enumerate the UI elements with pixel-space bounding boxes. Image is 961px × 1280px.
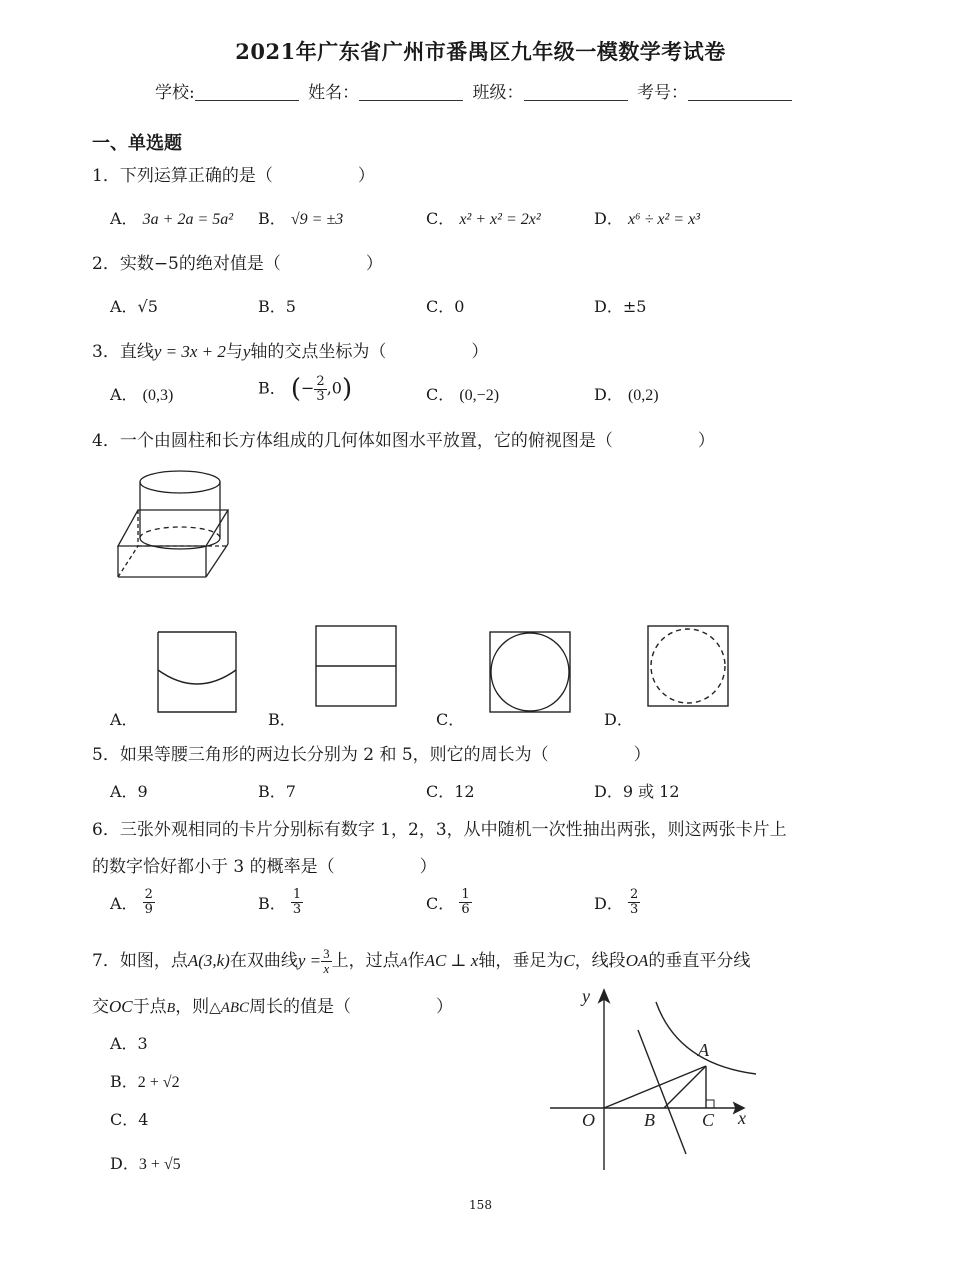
- q4-figure-b[interactable]: [314, 624, 398, 710]
- q4-figure-c[interactable]: [488, 630, 572, 714]
- fig-label-o: O: [582, 1110, 595, 1130]
- cylinder-cuboid-figure: [104, 462, 244, 586]
- q4-label-c: C．: [436, 710, 465, 729]
- q6-option-b[interactable]: B． $\frac{1}{3}$: [258, 887, 302, 917]
- q1-option-c[interactable]: C． x² + x² = 2x²: [426, 209, 541, 228]
- question-7-line-1: 7．如图，点A(3,k)在双曲线y = $\frac{3}{x}$ 上，过点A作AC ⊥ x轴，垂足为C，线段OA的垂直平分线: [92, 946, 751, 976]
- q4-label-d: D．: [604, 710, 633, 729]
- question-2-stem: 2．实数−5的绝对值是（ ）: [92, 254, 383, 274]
- q6-option-c[interactable]: C． $\frac{1}{6}$: [426, 887, 470, 917]
- q3-option-b[interactable]: B． (− $\frac{2}{3}$ ,0): [258, 373, 353, 404]
- school-blank[interactable]: [195, 82, 299, 101]
- page-number: 158: [469, 1198, 492, 1212]
- class-blank[interactable]: [524, 82, 628, 101]
- q4-figure-a[interactable]: [156, 628, 238, 714]
- school-label: 学校:: [155, 83, 195, 103]
- fig-label-c: C: [702, 1110, 715, 1130]
- q6-option-a[interactable]: A． $\frac{2}{9}$: [110, 887, 153, 917]
- hyperbola-figure: [540, 978, 780, 1174]
- q7-option-c[interactable]: C．4: [110, 1110, 149, 1129]
- name-blank[interactable]: [359, 82, 463, 101]
- fig-label-y: y: [582, 986, 590, 1006]
- q2-option-a[interactable]: A．√5: [110, 297, 158, 316]
- q1-option-d[interactable]: D． x⁶ ÷ x² = x³: [594, 209, 700, 228]
- page-title: 2021年广东省广州市番禺区九年级一模数学考试卷: [235, 39, 726, 64]
- q2-option-b[interactable]: B．5: [258, 297, 296, 316]
- section-heading: 一、单选题: [92, 133, 182, 154]
- fig-label-b: B: [644, 1110, 655, 1130]
- question-7-line-2: 交OC于点B，则△ABC周长的值是（ ）: [92, 997, 454, 1017]
- number-blank[interactable]: [688, 82, 792, 101]
- class-label: 班级：: [472, 83, 524, 103]
- q5-option-b[interactable]: B．7: [258, 782, 296, 801]
- q4-label-b: B．: [268, 710, 296, 729]
- q3-option-c[interactable]: C． (0,−2): [426, 385, 500, 404]
- number-label: 考号：: [636, 83, 688, 103]
- name-label: 姓名：: [308, 83, 360, 103]
- q5-option-d[interactable]: D．9 或 12: [594, 782, 680, 801]
- q4-figure-d[interactable]: [646, 624, 730, 708]
- student-info-line: [155, 78, 796, 103]
- q5-option-c[interactable]: C．12: [426, 782, 475, 801]
- fig-label-x: x: [738, 1108, 746, 1128]
- q6-option-d[interactable]: D． $\frac{2}{3}$: [594, 887, 639, 917]
- question-6-line-2: 的数字恰好都小于 3 的概率是（ ）: [92, 857, 437, 877]
- question-4-stem: 4．一个由圆柱和长方体组成的几何体如图水平放置，它的俯视图是（ ）: [92, 431, 715, 451]
- q1-option-a[interactable]: A． 3a + 2a = 5a²: [110, 209, 234, 228]
- q2-option-c[interactable]: C．0: [426, 297, 465, 316]
- q1-option-b[interactable]: B． √9 = ±3: [258, 209, 344, 228]
- fig-label-a: A: [698, 1040, 709, 1060]
- question-5-stem: 5．如果等腰三角形的两边长分别为 2 和 5，则它的周长为（ ）: [92, 745, 651, 765]
- question-1-stem: 1．下列运算正确的是（ ）: [92, 166, 375, 186]
- q7-option-a[interactable]: A．3: [110, 1034, 148, 1053]
- q4-label-a: A．: [110, 710, 138, 729]
- q3-option-d[interactable]: D． (0,2): [594, 385, 659, 404]
- q2-option-d[interactable]: D．±5: [594, 297, 647, 316]
- q5-option-a[interactable]: A．9: [110, 782, 148, 801]
- question-3-stem: 3．直线y = 3x + 2与y轴的交点坐标为（ ）: [92, 342, 489, 362]
- question-6-line-1: 6．三张外观相同的卡片分别标有数字 1，2，3，从中随机一次性抽出两张，则这两张卡片上: [92, 820, 787, 840]
- q3-option-a[interactable]: A． (0,3): [110, 385, 174, 404]
- q7-option-d[interactable]: D．3 + √5: [110, 1154, 181, 1173]
- q7-option-b[interactable]: B．2 + √2: [110, 1072, 180, 1091]
